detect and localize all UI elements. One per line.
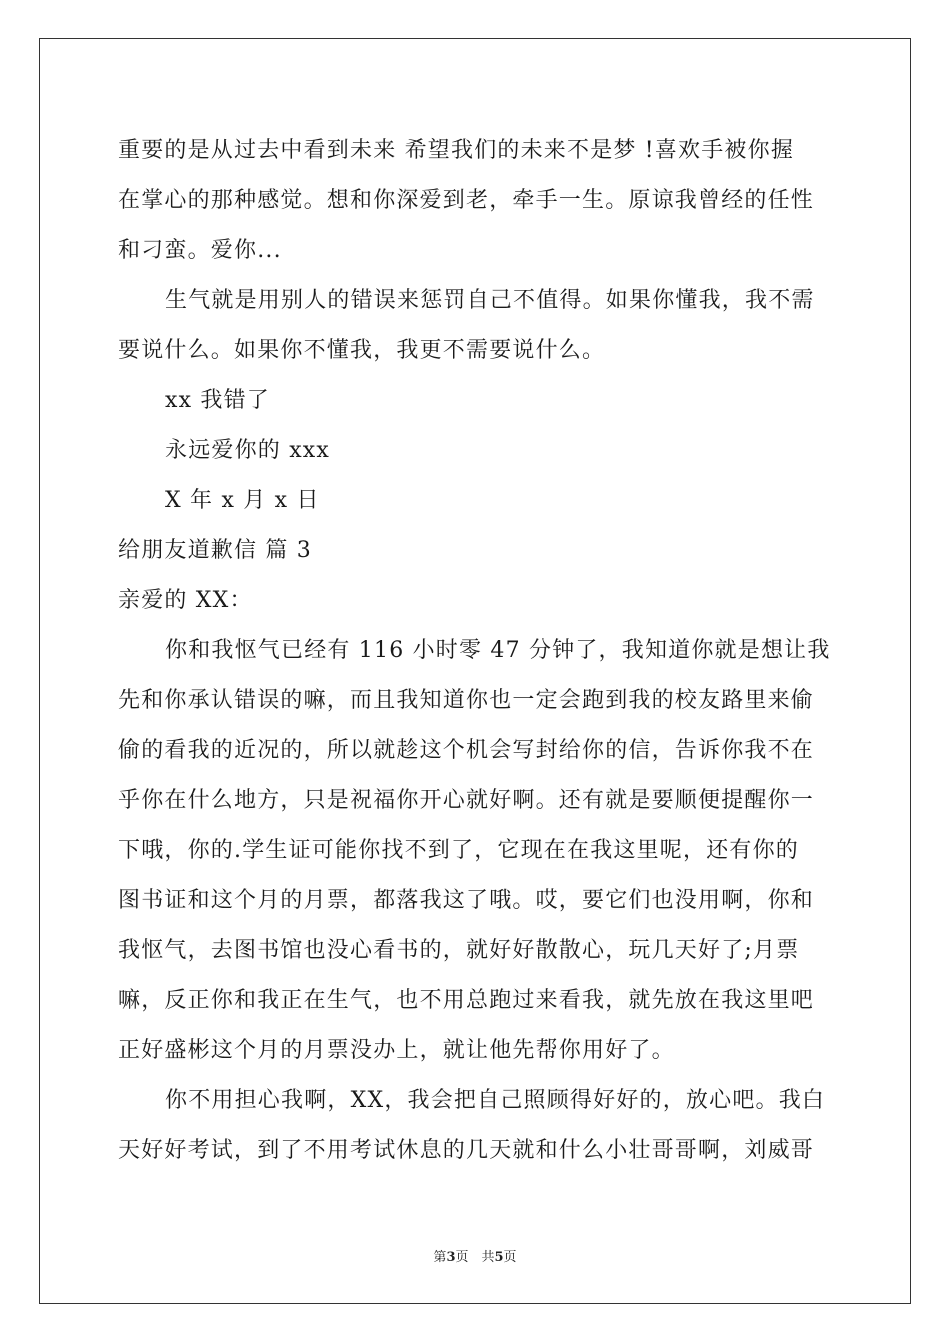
- text-line: 下哦，你的.学生证可能你找不到了，它现在在我这里呢，还有你的: [118, 838, 799, 863]
- text-line: 图书证和这个月的月票，都落我这了哦。哎，要它们也没用啊，你和: [118, 888, 815, 913]
- text-line: 给朋友道歉信 篇 3: [118, 538, 312, 563]
- text-line: 我怄气，去图书馆也没心看书的，就好好散散心，玩几天好了;月票: [118, 938, 800, 963]
- text-line: 亲爱的 XX：: [118, 588, 253, 613]
- footer-suffix: 页: [503, 1250, 517, 1265]
- page-footer: [0, 1246, 950, 1265]
- text-line: xx 我错了: [165, 388, 271, 413]
- text-line: 和刁蛮。爱你...: [118, 238, 282, 263]
- text-line: 在掌心的那种感觉。想和你深爱到老，牵手一生。原谅我曾经的任性: [118, 188, 815, 213]
- text-line: 先和你承认错误的嘛，而且我知道你也一定会跑到我的校友路里来偷: [118, 688, 815, 713]
- text-line: 正好盛彬这个月的月票没办上，就让他先帮你用好了。: [118, 1038, 675, 1063]
- text-line: 乎你在什么地方，只是祝福你开心就好啊。还有就是要顺便提醒你一: [118, 788, 815, 813]
- document-body: [118, 126, 836, 1176]
- text-line: 你和我怄气已经有 116 小时零 47 分钟了，我知道你就是想让我: [165, 638, 831, 663]
- footer-total-pages: 5: [494, 1250, 504, 1265]
- text-line: 生气就是用别人的错误来惩罚自己不值得。如果你懂我，我不需: [165, 288, 815, 313]
- text-line: 重要的是从过去中看到未来 希望我们的未来不是梦 !喜欢手被你握: [118, 138, 795, 163]
- text-line: 要说什么。如果你不懂我，我更不需要说什么。: [118, 338, 606, 363]
- text-line: 嘛，反正你和我正在生气，也不用总跑过来看我，就先放在我这里吧: [118, 988, 815, 1013]
- text-line: 偷的看我的近况的，所以就趁这个机会写封给你的信，告诉你我不在: [118, 738, 815, 763]
- footer-current-page: 3: [446, 1250, 456, 1265]
- text-line: 天好好考试，到了不用考试休息的几天就和什么小壮哥哥啊，刘威哥: [118, 1138, 815, 1163]
- text-line: X 年 x 月 x 日: [165, 488, 320, 513]
- text-line: 永远爱你的 xxx: [165, 438, 331, 463]
- text-line: 你不用担心我啊，XX，我会把自己照顾得好好的，放心吧。我白: [165, 1088, 826, 1113]
- footer-mid: 页 共: [455, 1250, 495, 1265]
- footer-prefix: 第: [433, 1250, 447, 1265]
